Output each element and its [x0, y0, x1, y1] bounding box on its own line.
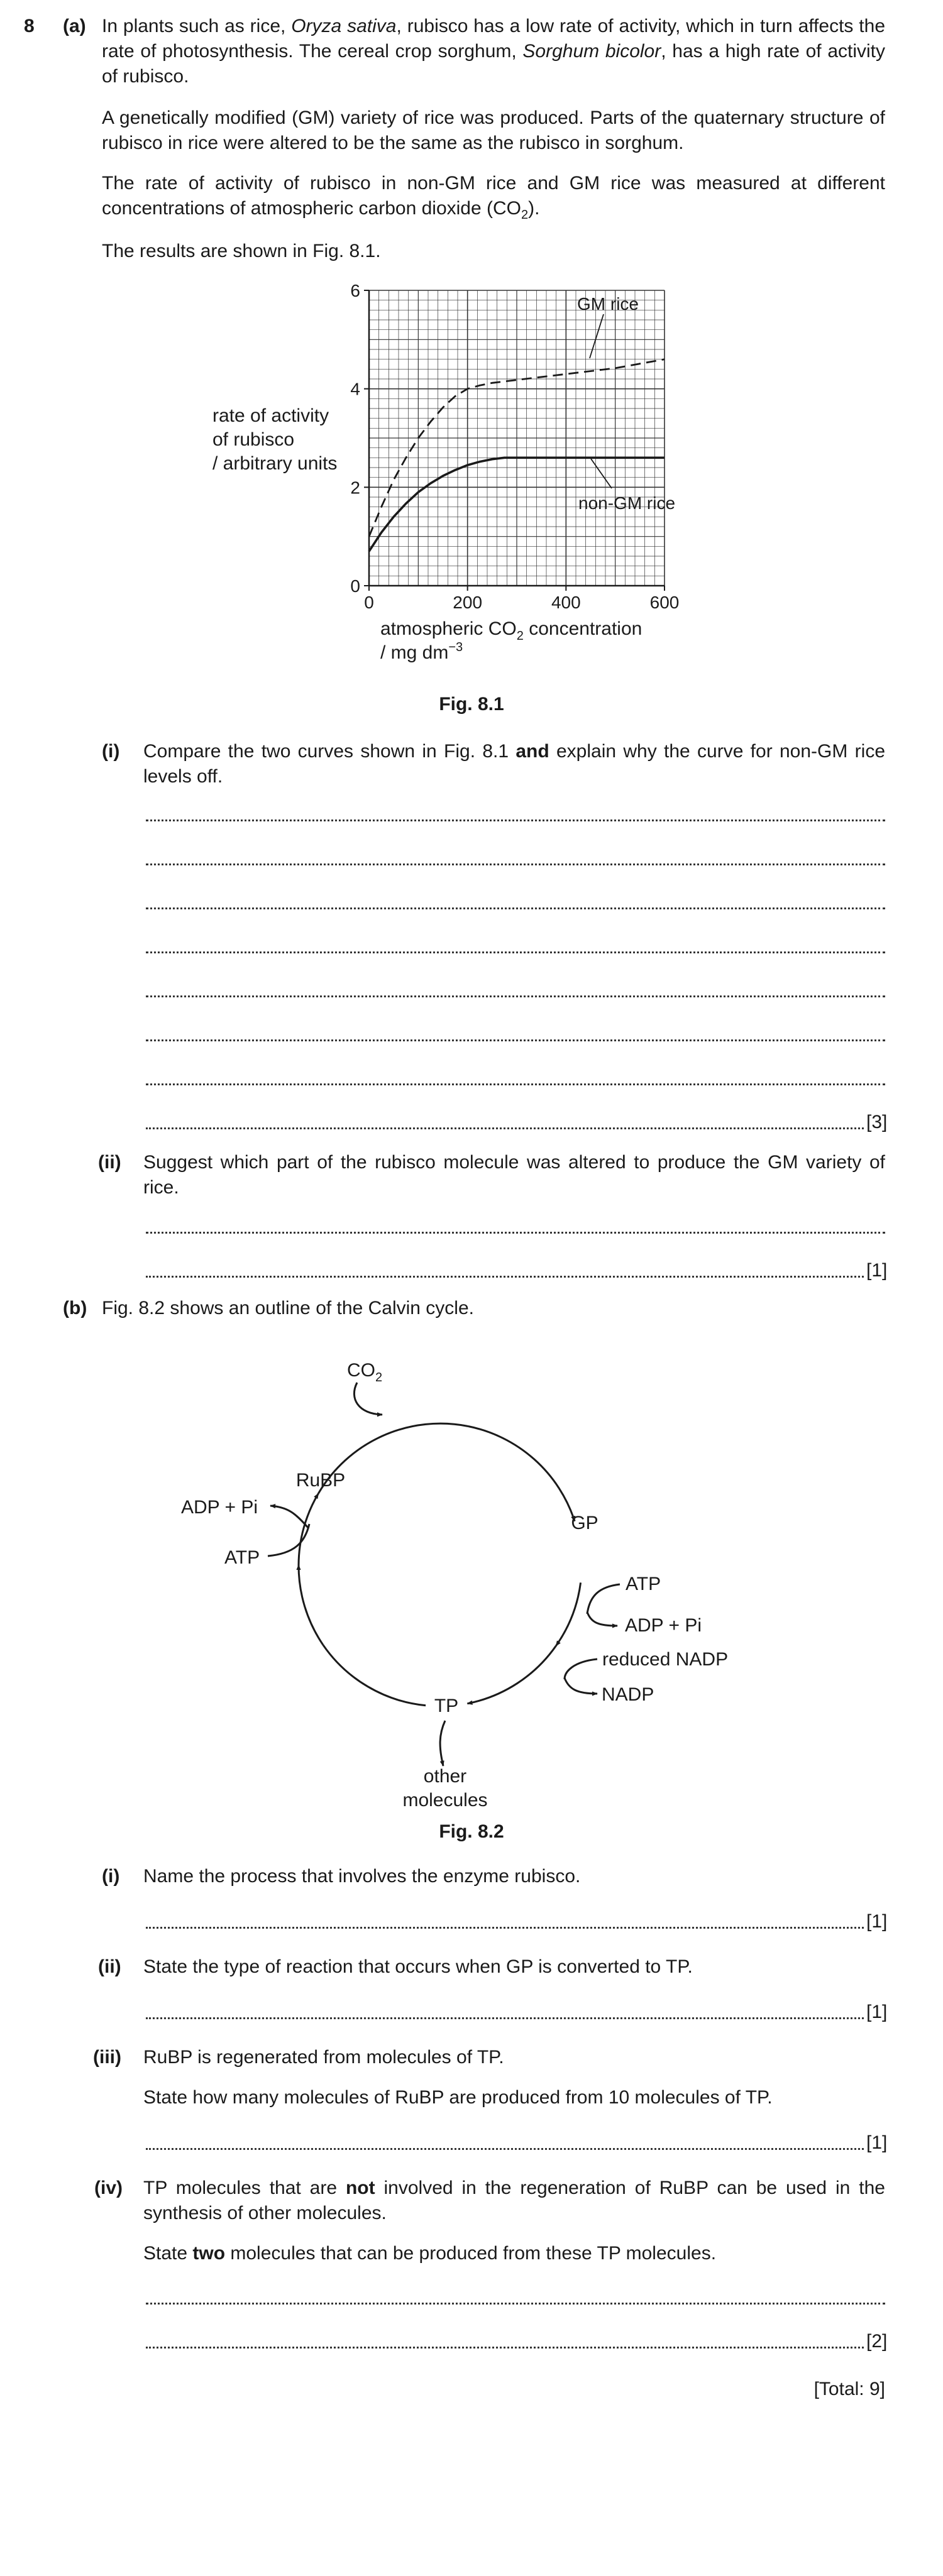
legend-non-gm-rice: non-GM rice	[578, 493, 676, 513]
adp-pi-right-arrow	[587, 1612, 617, 1626]
label-reduced-nadp: reduced NADP	[602, 1649, 729, 1670]
tp-exit-arrow	[440, 1721, 445, 1766]
y-axis-label-line-1: rate of activity	[212, 405, 329, 426]
label-co2: $CO_2$	[347, 1360, 383, 1384]
label-adp-pi-right: ADP + Pi	[625, 1615, 702, 1636]
question-number: 8	[24, 16, 35, 36]
label-adp-pi-left: ADP + Pi	[181, 1497, 258, 1518]
label-gp: GP	[571, 1513, 598, 1533]
nadp-arrow	[565, 1678, 597, 1694]
part-b-i-label: (i)	[102, 1866, 120, 1887]
part-a-label: (a)	[63, 16, 86, 36]
part-b-iii-label: (iii)	[93, 2047, 121, 2068]
x-tick-label: 400	[551, 593, 581, 612]
non-gm-rice-leader-line	[591, 459, 612, 488]
marks-b-ii: [1]	[866, 2002, 888, 2022]
y-tick-label: 2	[350, 478, 360, 498]
answer-line[interactable]	[146, 2347, 864, 2349]
marks-b-iv: [2]	[866, 2331, 888, 2352]
co2-entry-arrow	[354, 1383, 382, 1415]
label-atp-right: ATP	[626, 1574, 661, 1594]
answer-line[interactable]	[146, 907, 885, 909]
marks-b-iii: [1]	[866, 2132, 888, 2153]
total-marks: [Total: 9]	[813, 2379, 885, 2399]
part-b-iv-question: State two molecules that can be produced from these TP molecules.	[143, 2243, 717, 2264]
chart-grid	[369, 290, 665, 586]
y-tick-label: 4	[350, 379, 360, 399]
answer-line[interactable]	[146, 2148, 864, 2150]
atp-right-arrow	[587, 1584, 620, 1614]
part-b-iv-label: (iv)	[94, 2178, 123, 2198]
answer-line[interactable]	[146, 2017, 864, 2019]
part-a-paragraph-3: The rate of activity of rubisco in non-GM rice and GM rice was measured at different concentrations of atmospheric carbon dioxide $(CO_2)$.	[102, 173, 885, 222]
part-b-iii-question: State how many molecules of RuBP are produced from 10 molecules of TP.	[143, 2087, 773, 2108]
part-a-paragraph-2: A genetically modified (GM) variety of rice was produced. Parts of the quaternary structure of rubisco in rice were altered to be the same as the rubisco in sorghum.	[102, 107, 885, 153]
fig-8-2-calvin-cycle	[126, 1332, 817, 1811]
answer-line[interactable]	[146, 1232, 885, 1234]
x-tick-label: 200	[453, 593, 483, 612]
part-b-iii-statement: RuBP is regenerated from molecules of TP.	[143, 2047, 504, 2068]
label-tp: TP	[434, 1696, 459, 1716]
y-tick-label: 0	[350, 576, 360, 596]
label-atp-left: ATP	[224, 1547, 260, 1568]
legend-gm-rice: GM rice	[577, 294, 639, 314]
part-b-intro: Fig. 8.2 shows an outline of the Calvin cycle.	[102, 1298, 474, 1318]
answer-line[interactable]	[146, 1276, 864, 1278]
y-tick-label: 6	[350, 281, 360, 300]
x-axis-units: / mg $dm^{-3}$	[380, 640, 463, 663]
answer-line[interactable]	[146, 2303, 885, 2305]
chart-tick-labels	[350, 281, 679, 612]
part-b-label: (b)	[63, 1298, 87, 1318]
y-axis-label-line-3: / arbitrary units	[212, 453, 338, 474]
part-a-i-question: Compare the two curves shown in Fig. 8.1 and explain why the curve for non-GM rice levels off.	[143, 741, 886, 787]
marks-a-i: [3]	[866, 1112, 888, 1132]
fig-8-2-caption: Fig. 8.2	[439, 1821, 504, 1842]
reduced-nadp-arrow	[565, 1659, 597, 1679]
chart-axes	[364, 290, 665, 591]
part-b-ii-question: State the type of reaction that occurs when GP is converted to TP.	[143, 1956, 693, 1977]
answer-line[interactable]	[146, 819, 885, 821]
part-a-paragraph-4: The results are shown in Fig. 8.1.	[102, 241, 381, 261]
gm-rice-leader-line	[590, 314, 604, 358]
answer-line[interactable]	[146, 995, 885, 997]
fig-8-1-caption: Fig. 8.1	[439, 694, 504, 715]
label-other: other	[423, 1766, 467, 1787]
part-b-iv-statement: TP molecules that are not involved in the regeneration of RuBP can be used in the synthesis of other molecules.	[143, 2178, 885, 2223]
answer-line[interactable]	[146, 863, 885, 865]
answer-line[interactable]	[146, 951, 885, 953]
label-rubp: RuBP	[295, 1470, 346, 1491]
x-tick-label: 0	[364, 593, 374, 612]
marks-a-ii: [1]	[866, 1260, 888, 1281]
arc-gp-to-reduction	[556, 1582, 580, 1646]
marks-b-i: [1]	[866, 1911, 888, 1932]
arc-left-mid	[299, 1565, 323, 1645]
x-axis-label: atmospheric $CO_2$ concentration	[380, 618, 642, 643]
arc-reduction-to-tp	[467, 1646, 556, 1704]
adp-pi-left-arrow	[270, 1506, 309, 1528]
part-a-ii-label: (ii)	[98, 1152, 121, 1173]
y-axis-label-line-2: of rubisco	[212, 429, 295, 450]
part-a-ii-question: Suggest which part of the rubisco molecule was altered to produce the GM variety of rice.	[143, 1152, 885, 1198]
answer-line[interactable]	[146, 1083, 885, 1085]
answer-line[interactable]	[146, 1127, 864, 1129]
label-molecules: molecules	[402, 1790, 488, 1811]
part-a-paragraph-1: In plants such as rice, Oryza sativa, rubisco has a low rate of activity, which in turn affects the rate of photosynthesis. The cereal crop sorghum, Sorghum bicolor, has a high rate of activity of rubisco.	[102, 16, 886, 87]
part-a-i-label: (i)	[102, 741, 120, 762]
answer-line[interactable]	[146, 1927, 864, 1929]
fig-8-1-chart	[189, 270, 754, 672]
arc-tp-to-left	[323, 1645, 426, 1706]
part-b-i-question: Name the process that involves the enzyme rubisco.	[143, 1866, 581, 1887]
label-nadp: NADP	[602, 1684, 654, 1705]
x-tick-label: 600	[649, 593, 680, 612]
part-b-ii-label: (ii)	[98, 1956, 121, 1977]
answer-line[interactable]	[146, 1039, 885, 1041]
arc-co2-to-gp	[468, 1427, 575, 1521]
